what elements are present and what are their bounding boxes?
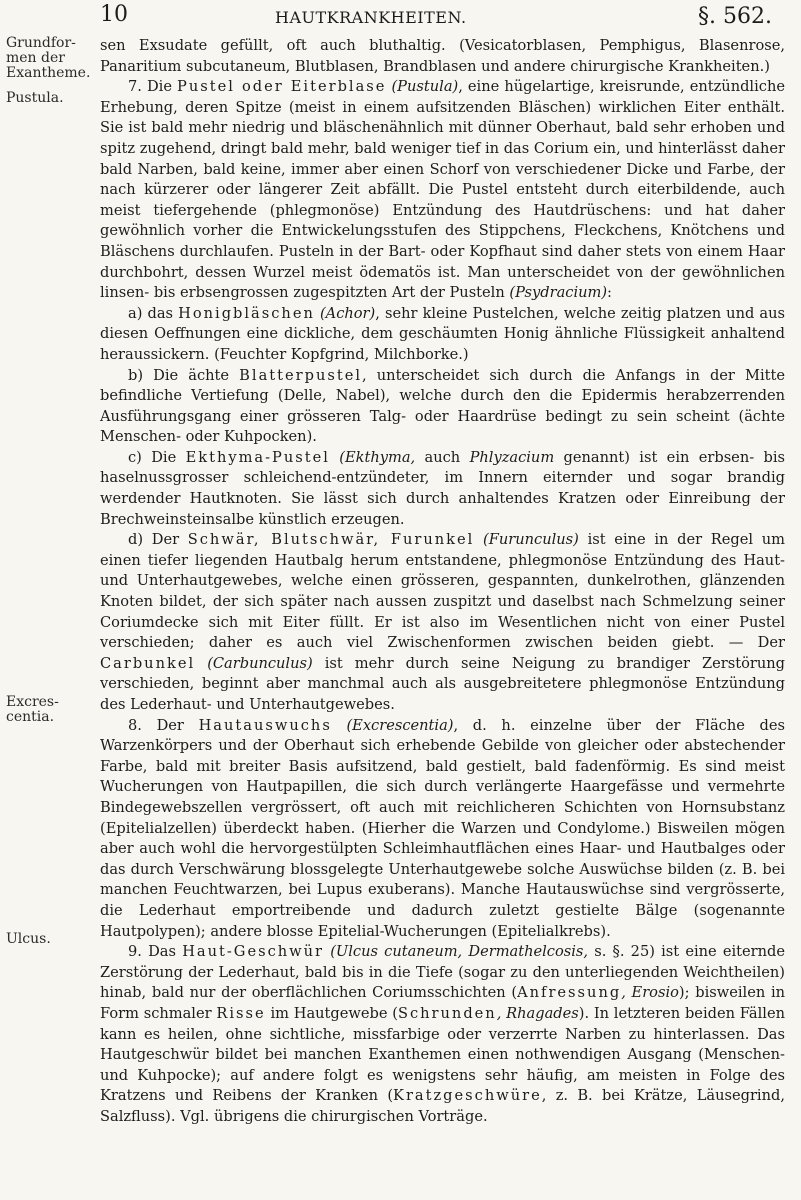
paragraph-7a <box>100 304 785 366</box>
item-label: b) Die ächte <box>128 366 240 384</box>
item-label: c) Die <box>128 448 186 466</box>
latin-term: (Psydracium) <box>509 284 608 302</box>
paragraph-7-pustel <box>100 77 785 304</box>
latin-term: (Pustula) <box>391 78 459 96</box>
term-anfressung: Anfressung <box>517 984 622 1002</box>
latin-term: Phlyzacium <box>469 448 555 466</box>
text-fragment: im Hautgewebe ( <box>265 1004 398 1022</box>
section-number: §. 562. <box>698 4 772 29</box>
body-text <box>100 36 785 1127</box>
latin-term: , Rhagades <box>496 1004 579 1022</box>
margin-note-excrescentia: Excres-centia. <box>6 694 59 725</box>
paragraph-body: ist mehr durch seine Neigung zu brandiger Zerstörung verschieden, beginnt aber manchmal auch als ausgebreitetere phlegmonöse Entzündung des Lederhaut- und Unterhautgewebes. <box>100 654 786 713</box>
paragraph-body: ). In letzteren beiden Fällen kann es heilen, ohne sichtliche, missfarbige oder verzerrte Narben zu hinterlassen. Das Hautgeschwür bildet bei manchen Exanthemen einen nothwendigen Ausgang (Menschen- und Kuhpocke); auf andere folgt es wenigstens sehr häufig, am meisten in Folge des Kratzens und Reibens der Kranken ( <box>100 1004 785 1105</box>
item-label: 8. Der <box>128 716 199 734</box>
paragraph-7d <box>100 530 785 715</box>
latin-term: (Excrescentia) <box>346 716 454 734</box>
term-pustel: Pustel oder Eiterblase <box>177 78 387 96</box>
paragraph-body: , sehr kleine Pustelchen, welche zeitig platzen und aus diesen Oeffnungen eine dickliche, dem geschäumten Honig ähnliche Flüssigkeit anhaltend heraussickern. (Feuchter Kopfgrind, Milchborke.) <box>100 304 786 363</box>
paragraph-body: ist eine in der Regel um einen tiefer liegenden Hautbalg herum entstandene, phlegmonöse Entzündung des Haut- und Unterhautgewebes, welche einen grösseren, gespannten, dunkelrothen, glänzenden Knoten bildet, der sich später nach aussen zuspitzt und daselbst nach Schmelzung seiner Coriumdecke sich mit Eiter füllt. Er ist also im Wesentlichen nicht von einer Pustel verschieden; daher es auch viel Zwischenformen zwischen beiden giebt. — Der <box>100 531 785 652</box>
latin-term: (Carbunculus) <box>207 654 313 672</box>
paragraph-body: ist eine eiternde Zerstörung der Lederhaut, bald bis in die Tiefe (sogar zu den unterliegenden Weichtheilen) hinab, bald nur der oberflächlichen Coriumsschichten ( <box>100 943 786 1002</box>
latin-term: (Furunculus) <box>483 531 579 549</box>
term-hautgeschwuer: Haut-Geschwür <box>182 943 325 961</box>
item-label: 9. Das <box>128 943 183 961</box>
text-fragment: auch <box>415 448 470 466</box>
paragraph-7c <box>100 448 785 530</box>
term-blatterpustel: Blatterpustel <box>239 366 363 384</box>
page-number: 10 <box>100 2 128 27</box>
paragraph-8-hautauswuchs <box>100 716 785 943</box>
paragraph-body: , d. h. einzelne über der Fläche des Warzenkörpers und der Oberhaut sich erhebende Gebilde von gleicher oder abstechender Farbe, bald mit breiter Basis aufsitzend, bald gestielt, bald fadenförmig. Es sind meist Wucherungen von Hautpapillen, die sich durch verlängerte Haargefässe und vermehrte Bindegewebszellen vergrössert, oft auch mit reichlicheren Schichten von Hornsubstanz (Epitelialzellen) überdeckt haben. (Hierher die Warzen und Condylome.) Bisweilen mögen aber auch wohl die hervorgestülpten Schleimhautflächen eines Haar- und Hautbalges oder das durch Verschwärung blossgelegte Unterhautgewebe solche Auswüchse bilden (z. B. bei manchen Feuchtwarzen, bei Lupus exuberans). Manche Hautauswüchse sind vergrösserte, die Lederhaut emportreibende und dadurch zuletzt gestielte Bälge (sogenannte Hautpolypen); andere blosse Epitelial-Wucherungen (Epitelialkrebs). <box>100 716 786 940</box>
paragraph-continuation: sen Exsudate gefüllt, oft auch bluthaltig. (Vesicatorblasen, Pemphigus, Blasenrose, Panaritium subcutaneum, Blutblasen, Brandblasen und andere chirurgische Krankheiten.) <box>100 37 785 75</box>
paragraph-body: , eine hügelartige, kreisrunde, entzündliche Erhebung, deren Spitze (meist in einem aufsitzenden Bläschen) wirklichen Eiter enthält. Sie ist bald mehr niedrig und bläschenähnlich mit dünner Oberhaut, bald sehr erhoben und spitz zugehend, dringt bald mehr, bald weniger tief in das Corium ein, und hinterlässt daher bald Narben, bald keine, immer aber einen Schorf von verschiedener Dicke und Farbe, der nach kürzerer oder längerer Zeit abfällt. Die Pustel entsteht durch eiterbildende, auch meist tiefergehende (phlegmonöse) Entzündung des Hautdrüschens: und hat daher gewöhnlich vorher die Entwickelungsstufen des Stippchens, Fleckchens, Knötchens und Bläschens durchlaufen. Pusteln in der Bart- oder Kopfhaut sind daher stets von einem Haar durchbohrt, dessen Wurzel meist ödematös ist. Man unterscheidet von der gewöhnlichen linsen- bis erbsengrossen zugespitzten Art der Pusteln <box>100 78 785 302</box>
term-furunkel: Schwär, Blutschwär, Furunkel <box>187 531 475 549</box>
term-ekthyma: Ekthyma-Pustel <box>185 448 330 466</box>
margin-note-ulcus: Ulcus. <box>6 931 51 947</box>
term-carbunkel: Carbunkel <box>100 654 196 672</box>
latin-term: (Achor) <box>319 304 376 322</box>
latin-term: (Ulcus cutaneum, Dermathelcosis, <box>330 943 589 961</box>
latin-term: , Erosio <box>621 984 679 1002</box>
term-honigblaeschen: Honigbläschen <box>178 304 315 322</box>
term-kratzgeschwuere: Kratzgeschwüre <box>393 1087 542 1105</box>
margin-note-pustula: Pustula. <box>6 90 64 106</box>
paragraph-9-geschwuer <box>100 942 785 1127</box>
paragraph-body: genannt) ist ein erbsen- bis haselnussgrosser schleichend-entzündeter, im Innern eiternder und sogar brandig werdender Hautknoten. Sie lässt sich durch anhaltendes Kratzen oder Einreibung der Brechweinsteinsalbe künstlich erzeugen. <box>100 448 785 528</box>
running-head: HAUTKRANKHEITEN. <box>275 8 467 27</box>
punctuation: : <box>607 284 612 302</box>
term-schrunden: Schrunden <box>397 1004 497 1022</box>
text-fragment: ); bisweilen in Form schmaler <box>100 984 786 1022</box>
paragraph-body: , unterscheidet sich durch die Anfangs in der Mitte befindliche Vertiefung (Delle, Nabel), welche durch den die Epidermis herabzerrenden Ausführungsgang einer grösseren Talg- oder Haardrüse bedingt zu sein scheint (ächte Menschen- oder Kuhpocken). <box>100 366 786 446</box>
item-label: 7. Die <box>128 78 178 96</box>
term-hautauswuchs: Hautauswuchs <box>198 716 332 734</box>
paragraph-body: , z. B. bei Krätze, Läusegrind, Salzfluss). Vgl. übrigens die chirurgischen Vorträge. <box>100 1087 785 1125</box>
item-label: d) Der <box>128 531 188 549</box>
latin-term: (Ekthyma, <box>339 448 416 466</box>
item-label: a) das <box>128 304 179 322</box>
page-header <box>100 2 780 32</box>
term-risse: Risse <box>216 1004 266 1022</box>
margin-note-grundformen: Grundfor-men der Exantheme. <box>6 35 91 81</box>
paragraph-7b <box>100 366 785 448</box>
cross-reference: s. §. 25) <box>588 943 655 961</box>
